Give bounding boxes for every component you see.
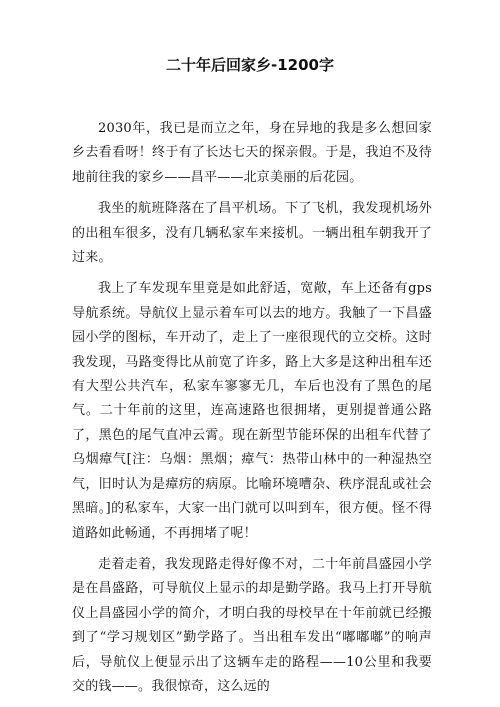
document-title: 二十年后回家乡-1200字 — [166, 56, 334, 74]
paragraph-3: 我上了车发现车里竟是如此舒适，宽敞，车上还备有gps导航系统。导航仪上显示着车可以去的地方。我触了一下昌盛园小学的图标，车开动了，走上了一座很现代的立交桥。这时我发现，马路变得比从前宽了许多，路上大多是这种出租车还有大型公共汽车，私家车寥寥无几，车后也没有了黑色的尾气。二十年前的这里，连高速路也很拥堵，更别提普通公路了，黑色的尾气直冲云霄。现在新型节能环保的出租车代替了乌烟瘴气[注：乌烟：黑烟；瘴气：热带山林中的一种湿热空气，旧时认为是瘴疠的病原。比喻环境嘈杂、秩序混乱或社会黑暗。]的私家车，大家一出门就可以叫到车，很方便。怪不得道路如此畅通，不再拥堵了呢！ — [72, 281, 432, 541]
paragraph-1: 2030年，我已是而立之年，身在异地的我是多么想回家乡去看看呀！终于有了长达七天的探亲假。于是，我迫不及待地前往我的家乡——昌平——北京美丽的后花园。 — [72, 121, 432, 185]
paragraph-4: 走着走着，我发现路走得好像不对，二十年前昌盛园小学是在昌盛路，可导航仪上显示的却是勤学路。我马上打开导航仪上昌盛园小学的简介，才明白我的母校早在十年前就已经搬到了“学习规划区”勤学路了。当出租车发出“嘟嘟嘟”的响声后，导航仪上便显示出了这辆车走的路程——10公里和我要交的钱——。我很惊奇，这么远的 — [72, 556, 432, 694]
paragraph-2: 我坐的航班降落在了昌平机场。下了飞机，我发现机场外的出租车很多，没有几辆私家车来接机。一辆出租车朝我开了过来。 — [72, 201, 432, 266]
document-body — [72, 117, 432, 699]
